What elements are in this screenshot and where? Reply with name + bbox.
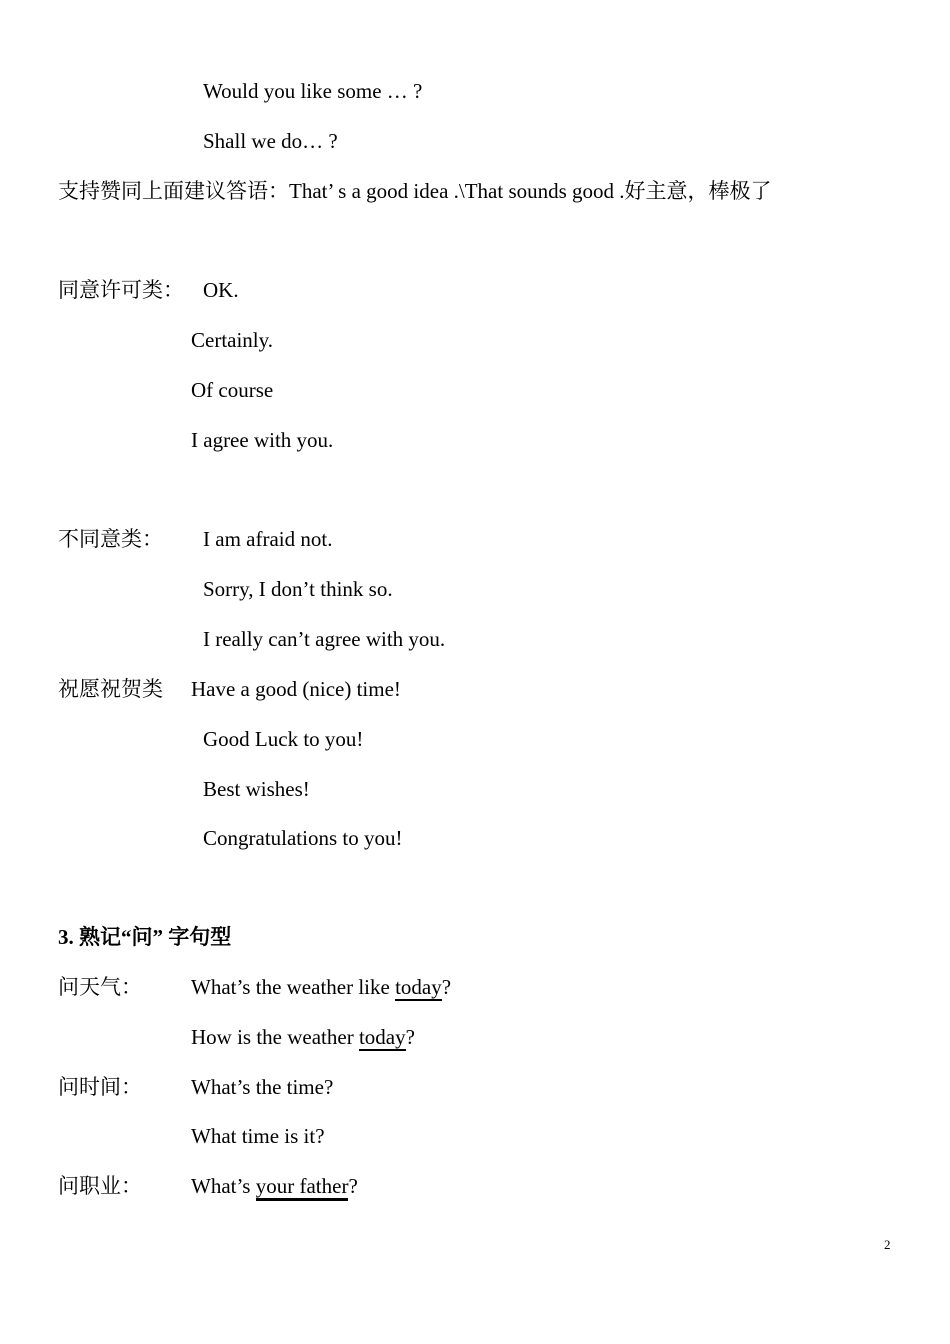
phrase-weather-like — [191, 974, 451, 1000]
weather-label: 问天气： — [58, 975, 142, 999]
phrase-good-luck: Good Luck to you! — [203, 727, 364, 751]
text-segment: ? — [348, 1174, 358, 1198]
text-segment: What’s — [191, 1174, 256, 1198]
phrase-how-is-weather — [191, 1024, 415, 1050]
text-segment: How is the weather — [191, 1025, 359, 1049]
disagree-label: 不同意类： — [58, 527, 163, 551]
phrase-best-wishes: Best wishes! — [203, 777, 310, 801]
job-label: 问职业： — [58, 1174, 142, 1198]
phrase-afraid-not: I am afraid not. — [203, 527, 333, 551]
section-heading: 3. 熟记“问” 字句型 — [58, 925, 232, 949]
underlined-word: today — [358, 1025, 406, 1049]
phrase-ok: OK. — [203, 278, 239, 302]
phrase-what-time-is-it: What time is it? — [191, 1124, 325, 1148]
phrase-dont-think-so: Sorry, I don’t think so. — [203, 577, 393, 601]
phrase-cant-agree: I really can’t agree with you. — [203, 627, 446, 651]
text-segment: ? — [405, 1025, 415, 1049]
underlined-word: your father — [256, 1174, 349, 1201]
wishes-label: 祝愿祝贺类 — [58, 677, 163, 701]
time-label: 问时间： — [58, 1075, 142, 1099]
suggestion-reply-line: 支持赞同上面建议答语：That’ s a good idea .\That sounds good .好主意，棒极了 — [58, 179, 772, 203]
phrase-of-course: Of course — [191, 378, 274, 402]
phrase-shall-we: Shall we do… ? — [203, 129, 338, 153]
phrase-would-you-like: Would you like some … ? — [203, 79, 423, 103]
phrase-good-time: Have a good (nice) time! — [191, 677, 401, 701]
phrase-whats-the-time: What’s the time? — [191, 1075, 334, 1099]
agree-label: 同意许可类： — [58, 278, 184, 302]
text-segment: What’s the weather like — [191, 975, 396, 999]
phrase-agree-with-you: I agree with you. — [191, 428, 334, 452]
phrase-certainly: Certainly. — [191, 328, 274, 352]
page-number: 2 — [884, 1237, 891, 1252]
phrase-whats-your-father — [191, 1173, 358, 1199]
underlined-word: today — [395, 975, 442, 999]
text-segment: ? — [441, 975, 452, 999]
phrase-congratulations: Congratulations to you! — [203, 826, 403, 850]
